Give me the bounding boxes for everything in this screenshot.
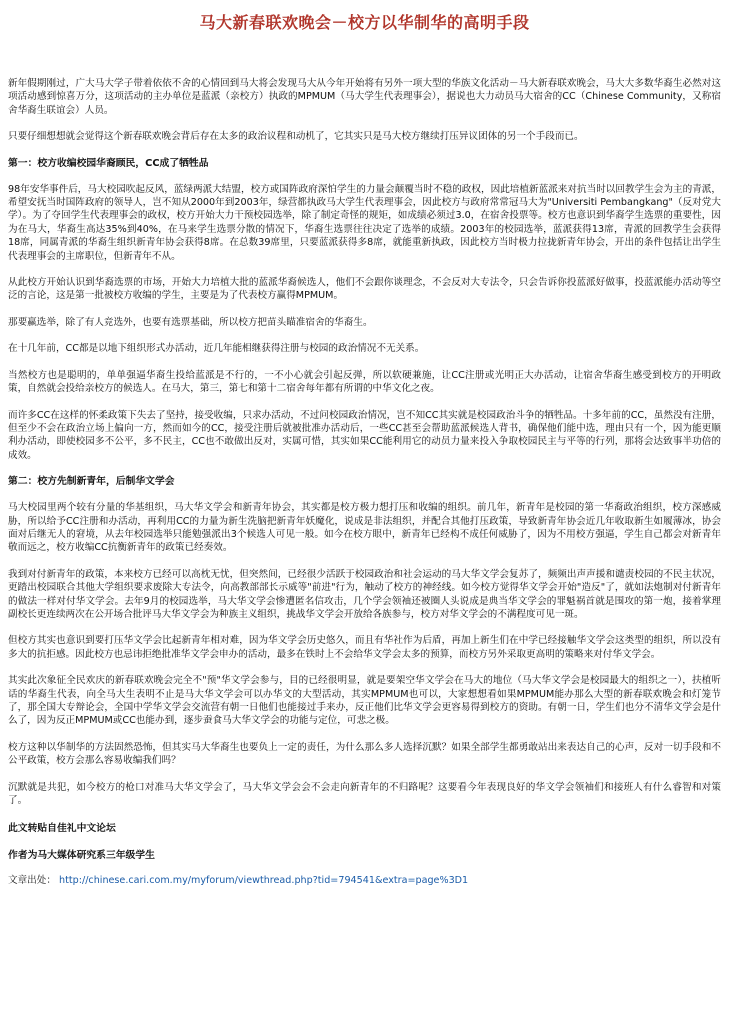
paragraph: 只要仔细想想就会觉得这个新春联欢晚会背后存在太多的政治议程和动机了，它其实只是马大校方继续打压异议团体的另一个手段而已。 <box>8 131 584 143</box>
paragraph: 在十几年前，CC都是以地下组织形式办活动，近几年能相继获得注册与校园的政治情况不无关系。 <box>8 343 425 355</box>
paragraph: 其实此次象征全民欢庆的新春联欢晚会完全不"预"华文学会参与，目的已经很明显，就是要架空华文学会在马大的地位（马大华文学会是校园最大的组织之一），扶植听话的华裔生代表，向全马大生表明不止是马大华文学会可以办华文的大型活动，其实MPMUM也可以，大家想想看如果MPMUM能办那么大型的新春联欢晚会和灯笼节了，那全国大专辩论会，全国中学华文学会交流营有朝一日他们也能接过手来办，反正他们比华文学会更容易得到校方的资助。有朝一日，学生们也分不清华文学会是什么了，因为反正MPMUM或CC也能办到，逐步蚕食马大华文学会的功能与定位，可悲之极。 <box>8 675 721 727</box>
paragraph: 98年安华事件后，马大校园吹起反风，蓝绿两派大结盟，校方或国阵政府深怕学生的力量会颠覆当时不稳的政权，因此培植新蓝派来对抗当时以回教学生会为主的青派，希望安抚当时国阵政府的领导人，岂不知从2000年到2003年，绿营都执政马大学生代表理事会，因此校方与政府常常冠马大为"Universiti Pembangkang"（反对党大学）。为了夺回学生代表理事会的政权，校方开始大力干预校园选举，除了制定奇怪的规矩，如成绩必须过3.0，在宿舍投票等。校方也意识到华裔学生选票的重要性，因为在马大，华裔生高达35%到40%，在马来学生选票分散的情况下，华裔生选票往往决定了选举的成绩。2003年的校园选举，蓝派获得13席，青派的回教学生会获得18席，同属青派的华裔生组织新青年协会获得8席。在总数39席里，只要蓝派获得多8席，就能重新执政，因此校方当时极力拉拢新青年协会，开出的条件包括让出学生代表理事会的主席职位，但新青年不从。 <box>8 183 721 262</box>
paragraph: 那要赢选举，除了有人竞选外，也要有选票基础，所以校方把苗头瞄准宿舍的华裔生。 <box>8 316 373 328</box>
repost-note: 此文转贴自佳礼中文论坛 <box>8 823 116 835</box>
paragraph: 我到对付新青年的政策，本来校方已经可以高枕无忧，但突然间，已经很少活跃于校园政治和社会运动的马大华文学会复苏了，频频出声声援和谴责校园的不民主状况，更踏出校园联合其他大学组织要求废除大专法令，向高教部部长示威等"前进"行为，触动了校方的神经线。如今校方觉得华文学会开始"造反"了，就如法炮制对付新青年的做法一样对付华文学会。去年9月的校园选举，马大华文学会惨遭匿名信攻击，几个学会领袖还被圈人头说成是典当华文学会的罪魁祸首就是围攻的第一炮，接着掌理副校长更连续两次在公开场合批评马大华文学会为种族主义组织，挑战华文学会开放给各族参与，校方对华文学会的不满程度可见一斑。 <box>8 568 721 620</box>
article-body <box>8 77 721 887</box>
article-title: 马大新春联欢晚会－校方以华制华的高明手段 <box>199 13 530 32</box>
paragraph: 从此校方开始认识到华裔选票的市场，开始大力培植大批的蓝派华裔候选人，他们不会跟你谈理念，不会反对大专法令，只会告诉你投蓝派好做事，投蓝派能办活动等空泛的言论，这是第一批被校方收编的学生，主要是为了代表校方赢得MPMUM。 <box>8 277 721 302</box>
author-note: 作者为马大媒体研究系三年级学生 <box>8 850 155 862</box>
paragraph: 而许多CC在这样的怀柔政策下失去了坚持，接受收编，只求办活动，不过问校园政治情况，岂不知CC其实就是校园政治斗争的牺牲品。十多年前的CC，虽然没有注册，但至少不会在政治立场上偏向一方，然而如今的CC，接受注册后就被批准办活动后，一些CC甚至会帮助蓝派候选人背书，确保他们能中选，理由只有一个，因为能更顺利办活动，即使校园多不公平，多不民主，CC也不敢做出反对，实属可惜，其实如果CC能利用它的动员力量来投入争取校园民主与平等的行列，那将会达致事半功倍的成效。 <box>8 409 721 461</box>
paragraph: 但校方其实也意识到要打压华文学会比起新青年相对难，因为华文学会历史悠久，而且有华社作为后盾，再加上新生们在中学已经接触华文学会这类型的组织，所以没有多大的抗拒感。因此校方也忌讳拒绝批准华文学会申办的活动，最多在铁时上不会给华文学会太多的预算，而校方另外采取更高明的策略来对付华文学会。 <box>8 635 721 660</box>
source-label: 文章出处： <box>8 875 56 887</box>
paragraph: 当然校方也是聪明的，单单强逼华裔生投给蓝派是不行的，一不小心就会引起反弹，所以软硬兼施，让CC注册或光明正大办活动，让宿舍华裔生感受到校方的开明政策，自然就会投给亲校方的候选人。在马大，第三，第七和第十二宿舍每年都有所谓的中华文化之夜。 <box>8 369 721 395</box>
paragraph: 马大校园里两个较有分量的华基组织，马大华文学会和新青年协会，其实都是校方极力想打压和收编的组织。前几年，新青年是校园的第一华裔政治组织，校方深感威胁，所以给予CC注册和办活动，再利用CC的力量为新生洗脑把新青年妖魔化，说成是非法组织，并配合其他打压政策，导致新青年协会近几年收取新生如履薄冰，协会面对后继无人的窘境，从去年校园选举只能勉强派出3个候选人可见一般。如今在校方眼中，新青年已经构不成任何威胁了，因为不用校方强逼，学生自己都会对新青年敬而远之，校方收编CC抗衡新青年的政策已经奏效。 <box>8 502 721 554</box>
paragraph: 校方这种以华制华的方法固然恐怖，但其实马大华裔生也要负上一定的责任，为什么那么多人选择沉默？如果全部学生都勇敢站出来表达自己的心声，反对一切手段和不公平政策，校方会那么容易收编我们吗？ <box>8 741 721 767</box>
section-heading: 第二：校方先制新青年，后制华文学会 <box>8 476 175 488</box>
source-link[interactable]: http://chinese.cari.com.my/myforum/viewthread.php?tid=794541&extra=page%3D1 <box>59 875 469 887</box>
paragraph: 沉默就是共犯，如今校方的枪口对准马大华文学会了，马大华文学会会不会走向新青年的不归路呢？这要看今年表现良好的华文学会领袖们和接班人有什么睿智和对策了。 <box>8 781 721 807</box>
section-heading: 第一：校方收编校园华裔顾民，CC成了牺牲品 <box>8 157 209 169</box>
paragraph: 新年假期刚过，广大马大学子带着依依不舍的心情回到马大将会发现马大从今年开始将有另外一项大型的华族文化活动－马大新春联欢晚会，马大大多数华裔生必然对这项活动感到惊喜万分，这项活动的主办单位是蓝派（亲校方）执政的MPMUM（马大学生代表理事会），据说也大力动员马大宿舍的CC（Chinese Community，又称宿舍华裔生联谊会）人员。 <box>8 78 721 116</box>
source-line <box>8 874 721 887</box>
